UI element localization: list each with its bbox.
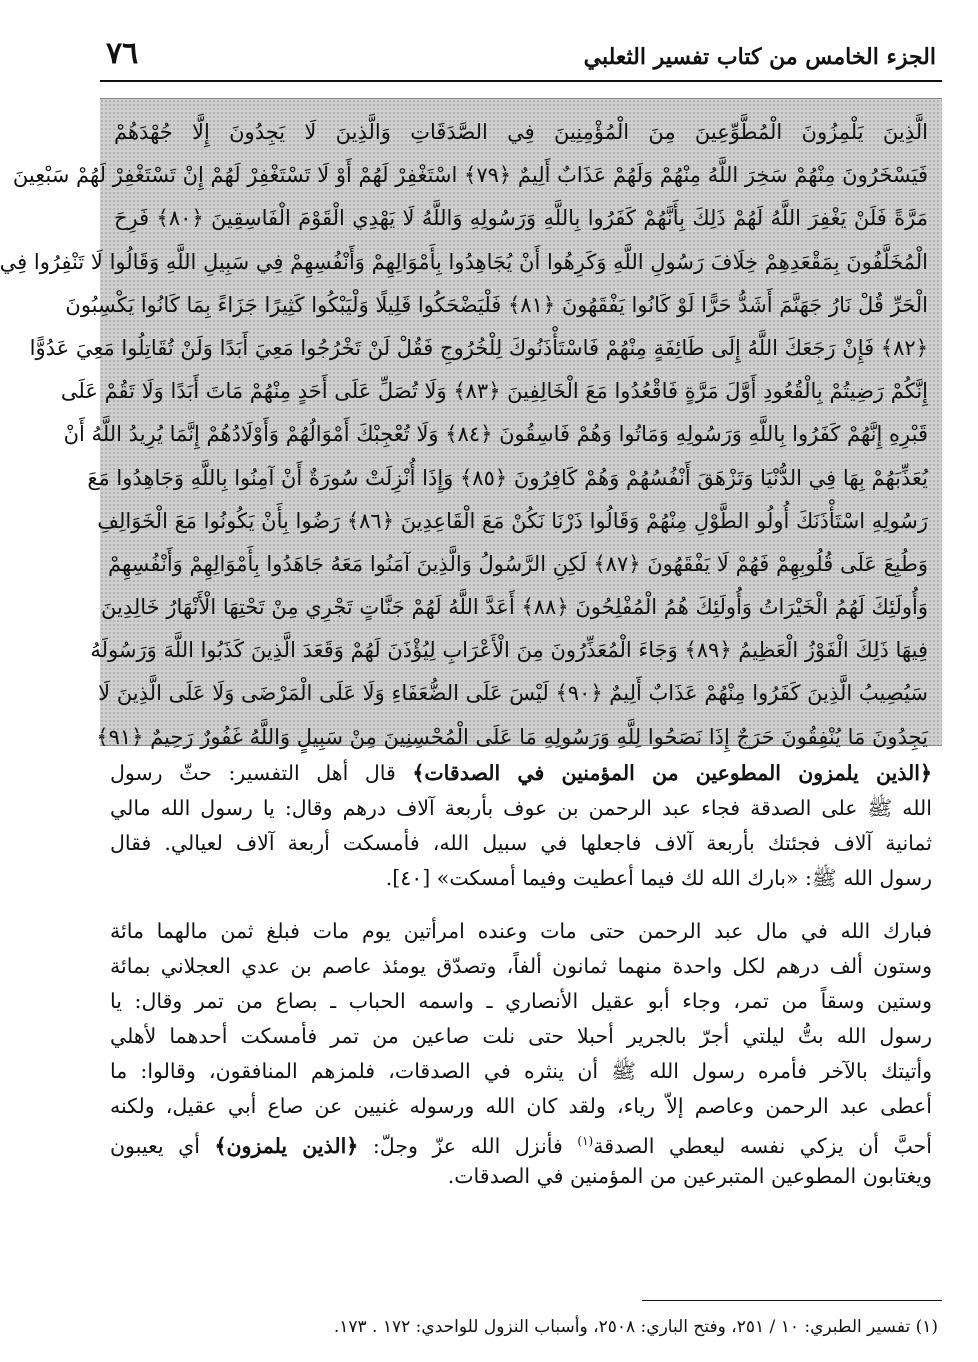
footnote-divider (642, 1300, 942, 1301)
quran-line: يَجِدُونَ مَا يُنْفِقُونَ حَرَجٌ إِذَا نَصَحُوا لِلَّهِ وَرَسُولِهِ مَا عَلَى الْمُحْسِنِينَ مِنْ سَبِيلٍ وَاللَّهُ غَفُورٌ رَحِيمٌ ﴿٩١﴾ (96, 724, 928, 749)
quran-line: مَرَّةً فَلَنْ يَغْفِرَ اللَّهُ لَهُمْ ذَلِكَ بِأَنَّهُمْ كَفَرُوا بِاللَّهِ وَرَسُولِهِ وَاللَّهُ لَا يَهْدِي الْقَوْمَ الْفَاسِقِينَ ﴿٨٠﴾ فَرِحَ (114, 206, 928, 231)
page-number: ٧٦ (106, 36, 139, 71)
commentary-paragraph-1 (110, 756, 932, 896)
text-line (110, 756, 932, 791)
quran-line: يُعَذِّبَهُمْ بِهَا فِي الدُّنْيَا وَتَزْهَقَ أَنْفُسُهُمْ وَهُمْ كَافِرُونَ ﴿٨٥﴾ وَإِذَا أُنْزِلَتْ سُورَةٌ أَنْ آمِنُوا بِاللَّهِ وَجَاهِدُوا مَعَ (87, 465, 928, 490)
quran-verses-box (0, 98, 942, 749)
footnote-marker: (١) (577, 1134, 594, 1148)
quran-line: إِنَّكُمْ رَضِيتُمْ بِالْقُعُودِ أَوَّلَ مَرَّةٍ فَاقْعُدُوا مَعَ الْخَالِفِينَ ﴿٨٣﴾ وَلَا تُصَلِّ عَلَى أَحَدٍ مِنْهُمْ مَاتَ أَبَدًا وَلَا تَقُمْ عَلَى (60, 379, 928, 404)
quran-line: الْحَرِّ قُلْ نَارُ جَهَنَّمَ أَشَدُّ حَرًّا لَوْ كَانُوا يَفْقَهُونَ ﴿٨١﴾ فَلْيَضْحَكُوا قَلِيلًا وَلْيَبْكُوا كَثِيرًا جَزَاءً بِمَا كَانُوا يَكْسِبُونَ (65, 292, 928, 317)
text-line: فبارك الله في مال عبد الرحمن حتى مات وعنده امرأتين يوم مات فبلغ ثمن مالهما مائة (110, 919, 932, 943)
text-fragment: أي يعيبون (110, 1133, 215, 1158)
verse-quote: ﴿الذين يلمزون المطوعين من المؤمنين في الصدقات﴾ (412, 761, 933, 785)
text-line: وستين وسقاً من تمر، وجاء أبو عقيل الأنصاري ـ واسمه الحباب ـ بصاع من تمر وقال: يا (110, 989, 932, 1013)
page-header (100, 36, 942, 82)
text-fragment: أحبَّ أن يزكي نفسه ليعطي الصدقة (593, 1133, 932, 1158)
footnote: (١) تفسير الطبري: ١٠ / ٢٥١، وفتح الباري: ٢٥٠٨، وأسباب النزول للواحدي: ١٧٢ . ١٧٣. (333, 1317, 938, 1337)
quran-line: قَبْرِهِ إِنَّهُمْ كَفَرُوا بِاللَّهِ وَرَسُولِهِ وَمَاتُوا وَهُمْ فَاسِقُونَ ﴿٨٤﴾ وَلَا تُعْجِبْكَ أَمْوَالُهُمْ وَأَوْلَادُهُمْ إِنَّمَا يُرِيدُ اللَّهُ أَنْ (63, 422, 928, 447)
quran-line: فَيَسْخَرُونَ مِنْهُمْ سَخِرَ اللَّهُ مِنْهُمْ وَلَهُمْ عَذَابٌ أَلِيمٌ ﴿٧٩﴾ اسْتَغْفِرْ لَهُمْ أَوْ لَا تَسْتَغْفِرْ لَهُمْ إِنْ تَسْتَغْفِرْ لَهُمْ سَبْعِينَ (12, 163, 928, 188)
text-line (110, 1124, 932, 1159)
text-line: ويغتابون المطوعين المتبرعين من المؤمنين في الصدقات. (447, 1164, 932, 1188)
text-line: ثمانية آلاف فجئتك بأربعة آلاف فاجعلها في سبيل الله، فأمسكت أربعة آلاف لعيالي. فقال (110, 831, 932, 855)
commentary-paragraph-2 (110, 914, 932, 1194)
text-line: الله ﷺ على الصدقة فجاء عبد الرحمن بن عوف بأربعة آلاف درهم وقال: يا رسول الله مالي (110, 796, 932, 820)
text-line: رسول الله ﷺ: «بارك الله لك فيما أعطيت وفيما أمسكت» [٤٠]. (385, 866, 932, 890)
text-line: وستون ألف درهم لكل واحدة منهما ثمانون ألفاً، وتصدّق يومئذ عاصم بن عدي العجلاني بمائة (110, 954, 932, 978)
text-fragment: قال أهل التفسير: حثّ رسول (110, 761, 413, 785)
commentary-body (110, 756, 932, 1194)
quran-line: الَّذِينَ يَلْمِزُونَ الْمُطَّوِّعِينَ مِنَ الْمُؤْمِنِينَ فِي الصَّدَقَاتِ وَالَّذِينَ لَا يَجِدُونَ إِلَّا جُهْدَهُمْ (114, 120, 928, 144)
text-fragment: فأنزل الله عزّ وجلّ: (358, 1133, 578, 1158)
quran-line: فِيهَا ذَلِكَ الْفَوْزُ الْعَظِيمُ ﴿٨٩﴾ وَجَاءَ الْمُعَذِّرُونَ مِنَ الْأَعْرَابِ لِيُؤْذَنَ لَهُمْ وَقَعَدَ الَّذِينَ كَذَبُوا اللَّهَ وَرَسُولَهُ (90, 638, 928, 663)
text-line: رسول الله بتُّ ليلتي أجرّ بالجرير أحبلا حتى نلت صاعين من تمر فأمسكت أحدهما لأهلي (110, 1024, 932, 1048)
quran-line: رَسُولِهِ اسْتَأْذَنَكَ أُولُو الطَّوْلِ مِنْهُمْ وَقَالُوا ذَرْنَا نَكُنْ مَعَ الْقَاعِدِينَ ﴿٨٦﴾ رَضُوا بِأَنْ يَكُونُوا مَعَ الْخَوَالِفِ (97, 508, 928, 533)
quran-line: وَأُولَئِكَ لَهُمُ الْخَيْرَاتُ وَأُولَئِكَ هُمُ الْمُفْلِحُونَ ﴿٨٨﴾ أَعَدَّ اللَّهُ لَهُمْ جَنَّاتٍ تَجْرِي مِنْ تَحْتِهَا الْأَنْهَارُ خَالِدِينَ (101, 595, 928, 620)
quran-line: الْمُخَلَّفُونَ بِمَقْعَدِهِمْ خِلَافَ رَسُولِ اللَّهِ وَكَرِهُوا أَنْ يُجَاهِدُوا بِأَمْوَالِهِمْ وَأَنْفُسِهِمْ فِي سَبِيلِ اللَّهِ وَقَالُوا لَا تَنْفِرُوا فِي (0, 249, 928, 274)
running-title: الجزء الخامس من كتاب تفسير الثعلبي (583, 44, 936, 70)
quran-line: سَيُصِيبُ الَّذِينَ كَفَرُوا مِنْهُمْ عَذَابٌ أَلِيمٌ ﴿٩٠﴾ لَيْسَ عَلَى الضُّعَفَاءِ وَلَا عَلَى الْمَرْضَى وَلَا عَلَى الَّذِينَ لَا (98, 681, 928, 706)
text-line: وأتيتك بالآخر فأمره رسول الله ﷺ أن ينثره في الصدقات، فلمزهم المنافقون، وقالوا: ما (110, 1059, 932, 1083)
verse-quote: ﴿الذين يلمزون﴾ (214, 1133, 359, 1158)
quran-line: وَطُبِعَ عَلَى قُلُوبِهِمْ فَهُمْ لَا يَفْقَهُونَ ﴿٨٧﴾ لَكِنِ الرَّسُولُ وَالَّذِينَ آمَنُوا مَعَهُ جَاهَدُوا بِأَمْوَالِهِمْ وَأَنْفُسِهِمْ (107, 551, 928, 576)
text-line: أعطى عبد الرحمن وعاصم إلاّ رياء، ولقد كان الله ورسوله غنيين عن صاع أبي عقيل، ولكنه (110, 1094, 932, 1118)
quran-line: ﴿٨٢﴾ فَإِنْ رَجَعَكَ اللَّهُ إِلَى طَائِفَةٍ مِنْهُمْ فَاسْتَأْذَنُوكَ لِلْخُرُوجِ فَقُلْ لَنْ تَخْرُجُوا مَعِيَ أَبَدًا وَلَنْ تُقَاتِلُوا مَعِيَ عَدُوًّا (29, 335, 928, 360)
